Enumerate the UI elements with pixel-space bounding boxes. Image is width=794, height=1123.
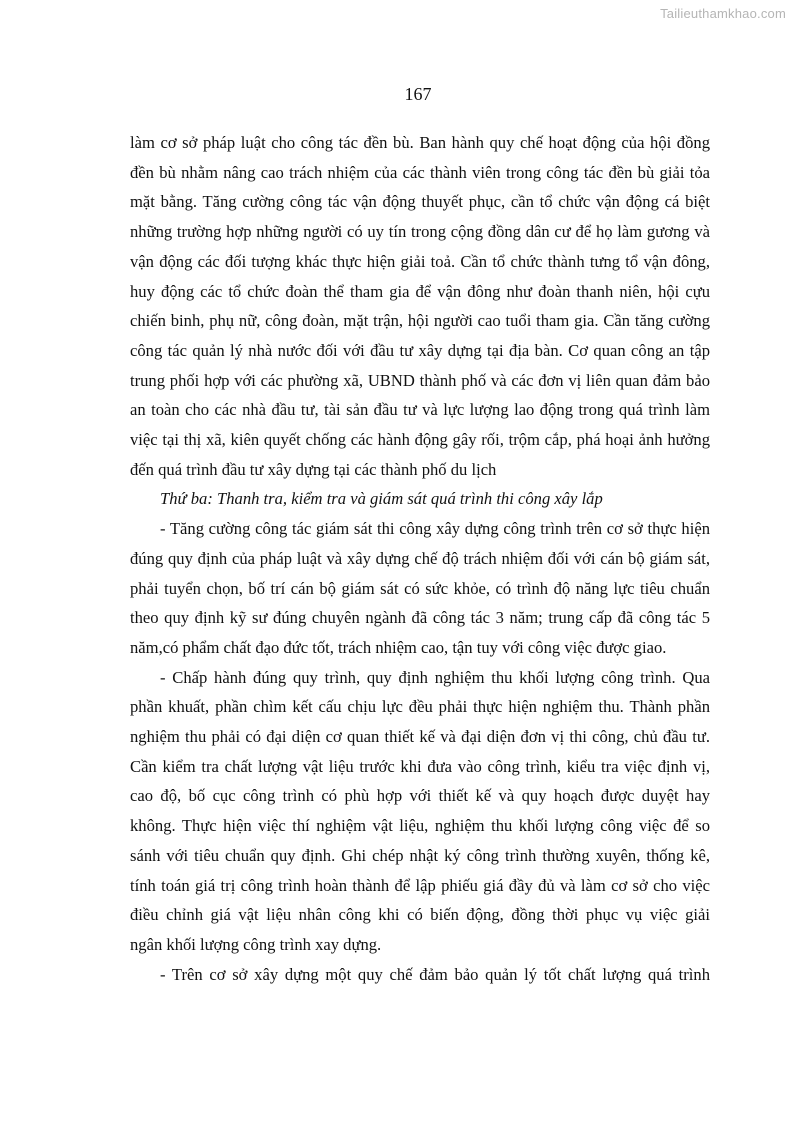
watermark: Tailieuthamkhao.com xyxy=(660,6,786,21)
text-line: phải tuyển chọn, bố trí cán bộ giám sát có sức khỏe, có trình độ năng lực tiêu chuẩn xyxy=(130,578,710,598)
section-heading: Thứ ba: Thanh tra, kiểm tra và giám sát quá trình thi công xây lắp xyxy=(160,489,603,509)
text-line: những trường hợp những người có uy tín trong cộng đồng dân cư để họ làm gương và xyxy=(130,222,710,242)
text-line: không. Thực hiện việc thí nghiệm vật liệu, nghiệm thu khối lượng công việc để so xyxy=(130,816,710,836)
text-line: huy động các tổ chức đoàn thể tham gia để vận đông như đoàn thanh niên, hội cựu xyxy=(130,281,710,301)
text-line: trung phối hợp với các phường xã, UBND thành phố và các đơn vị liên quan đảm bảo xyxy=(130,370,710,390)
text-line: vận động các đối tượng khác thực hiện giải toả. Cần tổ chức thành tưng tổ vận đông, xyxy=(130,251,710,271)
text-line: an toàn cho các nhà đầu tư, tài sản đầu tư và lực lượng lao động trong quá trình làm xyxy=(130,400,710,420)
text-line: sánh với tiêu chuẩn quy định. Ghi chép nhật ký công trình thường xuyên, thống kê, xyxy=(130,845,710,865)
text-line: làm cơ sở pháp luật cho công tác đền bù. Ban hành quy chế hoạt động của hội đồng xyxy=(130,133,710,152)
text-line: đền bù nhằm nâng cao trách nhiệm của các thành viên trong công tác đền bù giải tỏa xyxy=(130,162,710,182)
text-line: mặt bằng. Tăng cường công tác vận động thuyết phục, cần tổ chức vận động cá biệt xyxy=(130,192,710,212)
page-number: 167 xyxy=(404,84,432,104)
text-line: ngân khối lượng công trình xay dựng. xyxy=(130,934,382,954)
text-line: đúng quy định của pháp luật và xây dựng chế độ trách nhiệm đối với cán bộ giám sát, xyxy=(130,548,710,568)
text-line: việc tại thị xã, kiên quyết chống các hành động gây rối, trộm cắp, phá hoại ảnh hưởng xyxy=(130,430,710,449)
text-line: - Tăng cường công tác giám sát thi công xây dựng công trình trên cơ sở thực hiện xyxy=(160,519,710,539)
text-line: phần khuất, phần chìm kết cấu chịu lực đều phải thực hiện nghiệm thu. Thành phần xyxy=(130,697,710,717)
text-line: Cần kiểm tra chất lượng vật liệu trước khi đưa vào công trình, kiểu tra việc định vị, xyxy=(130,756,710,776)
text-line: theo quy định kỹ sư đúng chuyên ngành đã công tác 3 năm; trung cấp đã công tác 5 xyxy=(130,608,710,628)
text-line: - Trên cơ sở xây dựng một quy chế đảm bảo quản lý tốt chất lượng quá trình xyxy=(160,964,710,984)
text-line: - Chấp hành đúng quy trình, quy định nghiệm thu khối lượng công trình. Qua xyxy=(160,667,710,687)
text-line: điều chỉnh giá vật liệu nhân công khi có biến động, đồng thời phục vụ việc giải xyxy=(130,905,710,925)
text-line: chiến binh, phụ nữ, công đoàn, mặt trận, hội người cao tuổi tham gia. Cần tăng cường xyxy=(130,311,710,331)
text-line: nghiệm thu phải có đại diện cơ quan thiết kế và đại diện đơn vị thi công, chủ đầu tư. xyxy=(130,727,710,746)
text-line: năm,có phẩm chất đạo đức tốt, trách nhiệm cao, tận tuy với công việc được giao. xyxy=(130,637,667,657)
text-line: tính toán giá trị công trình hoàn thành để lập phiếu giá đầy đủ và làm cơ sở cho việc xyxy=(130,875,710,895)
text-line: cao độ, bố cục công trình có phù hợp với thiết kế và quy hoạch được duyệt hay xyxy=(130,786,710,806)
text-line: đến quá trình đầu tư xây dựng tại các thành phố du lịch xyxy=(130,459,497,479)
text-line: công tác quản lý nhà nước đối với đầu tư xây dựng tại địa bàn. Cơ quan công an tập xyxy=(130,340,710,360)
